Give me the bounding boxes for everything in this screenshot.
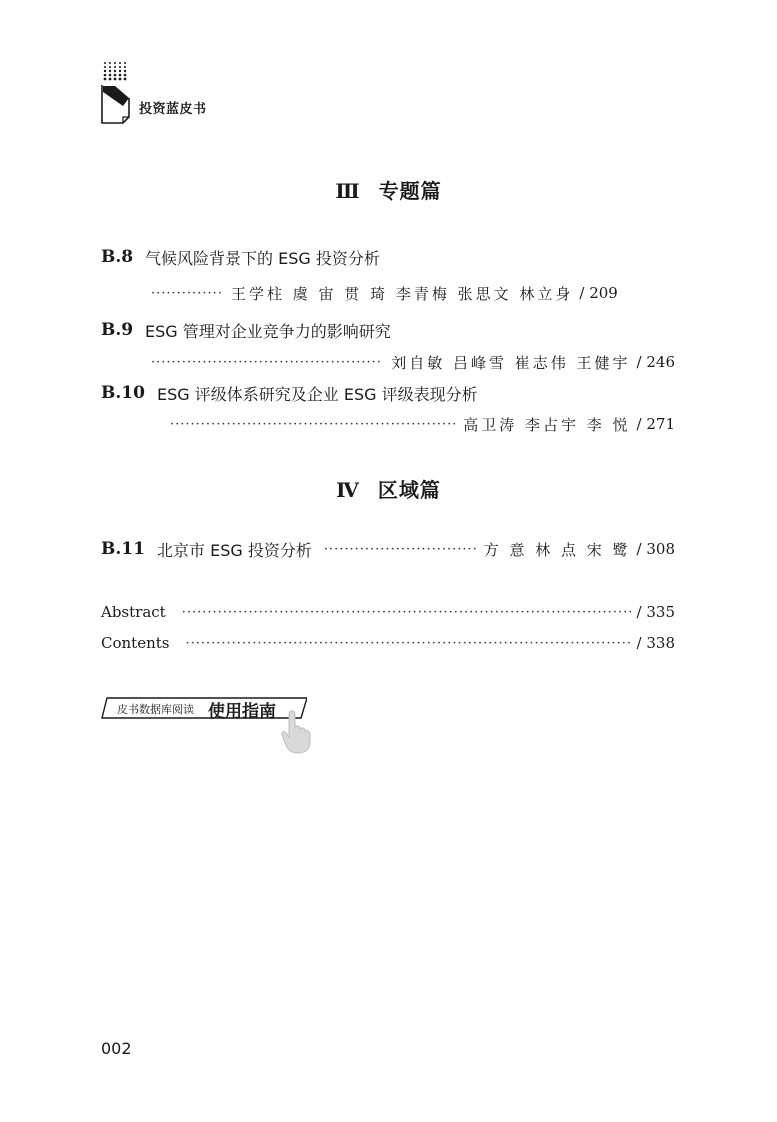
entry-title: ESG 管理对企业竞争力的影响研究	[145, 321, 391, 341]
entry-title: ESG 评级体系研究及企业 ESG 评级表现分析	[157, 384, 478, 404]
leader-dots	[185, 636, 630, 651]
section-numeral: Ⅲ	[335, 179, 361, 203]
entry-authors: 王学柱 虞 宙 贯 琦 李青梅 张思文 林立身	[231, 284, 574, 303]
entry-code: B.11	[101, 539, 145, 559]
section-numeral: Ⅳ	[336, 478, 360, 502]
page-number: 002	[101, 1039, 132, 1058]
entry-page: / 335	[636, 603, 675, 621]
entry-title: Contents	[101, 634, 170, 652]
leader-dots	[182, 605, 631, 620]
guide-big-text: 使用指南	[208, 702, 276, 722]
entry-code: B.8	[101, 247, 134, 267]
toc-entry[interactable]	[101, 382, 675, 404]
entry-title: Abstract	[101, 603, 166, 621]
section-title: 专题篇	[378, 179, 442, 203]
pointing-hand-icon	[279, 709, 313, 755]
entry-authors: 高卫涛 李占宇 李 悦	[463, 415, 631, 434]
toc-entry-contents[interactable]	[101, 632, 675, 654]
section-heading	[0, 175, 777, 204]
book-logo-icon	[101, 60, 131, 126]
section-heading	[0, 474, 777, 503]
leader-dots	[151, 355, 383, 370]
toc-entry[interactable]	[101, 246, 675, 268]
entry-authors: 方 意 林 点 宋 鹭	[483, 540, 631, 559]
leader-dots	[151, 286, 223, 301]
entry-code: B.9	[101, 320, 134, 340]
entry-page: / 338	[636, 634, 675, 652]
toc-entry[interactable]	[101, 538, 675, 560]
toc-entry-abstract[interactable]	[101, 601, 675, 623]
leader-dots	[170, 417, 455, 432]
entry-title: 气候风险背景下的 ESG 投资分析	[145, 248, 380, 268]
entry-page: / 246	[636, 353, 675, 371]
entry-authors: 刘自敏 吕峰雪 崔志伟 王健宇	[391, 353, 631, 372]
toc-entry[interactable]	[101, 319, 675, 341]
guide-small-text: 皮书数据库阅读	[117, 703, 194, 716]
series-brand: 投资蓝皮书	[139, 102, 207, 117]
leader-dots	[324, 542, 476, 557]
toc-entry-authors	[151, 282, 675, 304]
section-title: 区域篇	[377, 478, 441, 502]
entry-code: B.10	[101, 383, 145, 403]
toc-entry-authors	[151, 351, 675, 373]
entry-page: / 308	[636, 540, 675, 558]
entry-title: 北京市 ESG 投资分析	[157, 540, 312, 560]
entry-page: / 209	[579, 284, 618, 302]
entry-page: / 271	[636, 415, 675, 433]
database-guide-banner[interactable]	[101, 697, 311, 753]
toc-entry-authors	[170, 413, 675, 435]
